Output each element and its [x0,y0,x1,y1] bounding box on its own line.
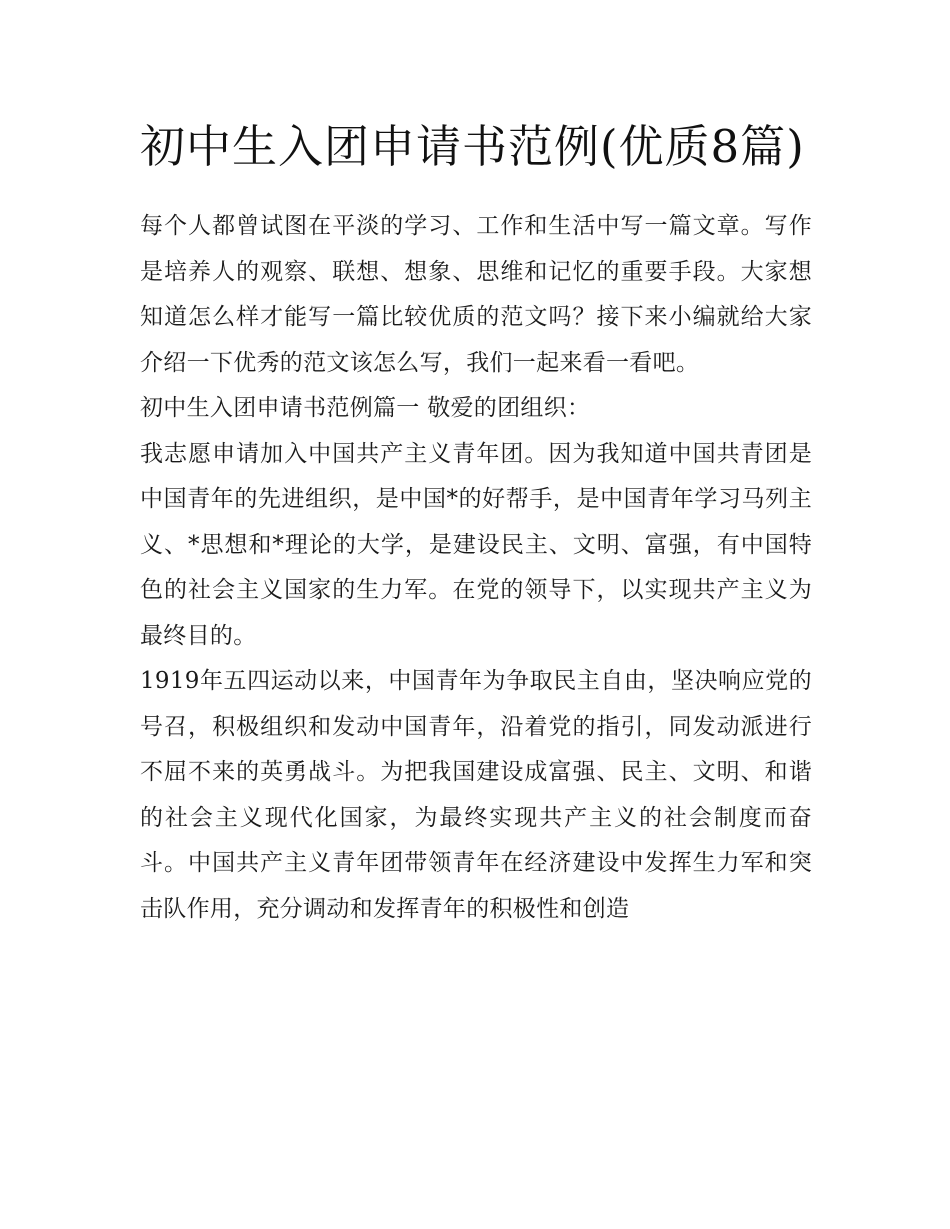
body-paragraph-1: 我志愿申请加入中国共产主义青年团。因为我知道中国共青团是中国青年的先进组织，是中国*的好帮手，是中国青年学习马列主义、*思想和*理论的大学，是建设民主、文明、富强，有中国特色的社会主义国家的生力军。在党的领导下，以实现共产主义为最终目的。 [140,440,812,649]
section-heading-paragraph: 初中生入团申请书范例篇一 敬爱的团组织： [140,395,591,421]
intro-paragraph: 每个人都曾试图在平淡的学习、工作和生活中写一篇文章。写作是培养人的观察、联想、想象、思维和记忆的重要手段。大家想知道怎么样才能写一篇比较优质的范文吗？接下来小编就给大家介绍一下优秀的范文该怎么写，我们一起来看一看吧。 [140,213,812,376]
document-title: 初中生入团申请书范例(优质8篇) [140,120,805,173]
body-paragraph-2: 1919年五四运动以来，中国青年为争取民主自由，坚决响应党的号召，积极组织和发动中国青年，沿着党的指引，同发动派进行不屈不来的英勇战斗。为把我国建设成富强、民主、文明、和谐的社会主义现代化国家，为最终实现共产主义的社会制度而奋斗。中国共产主义青年团带领青年在经济建设中发挥生力军和突击队作用，充分调动和发挥青年的积极性和创造 [140,668,812,922]
document-body [140,112,812,932]
